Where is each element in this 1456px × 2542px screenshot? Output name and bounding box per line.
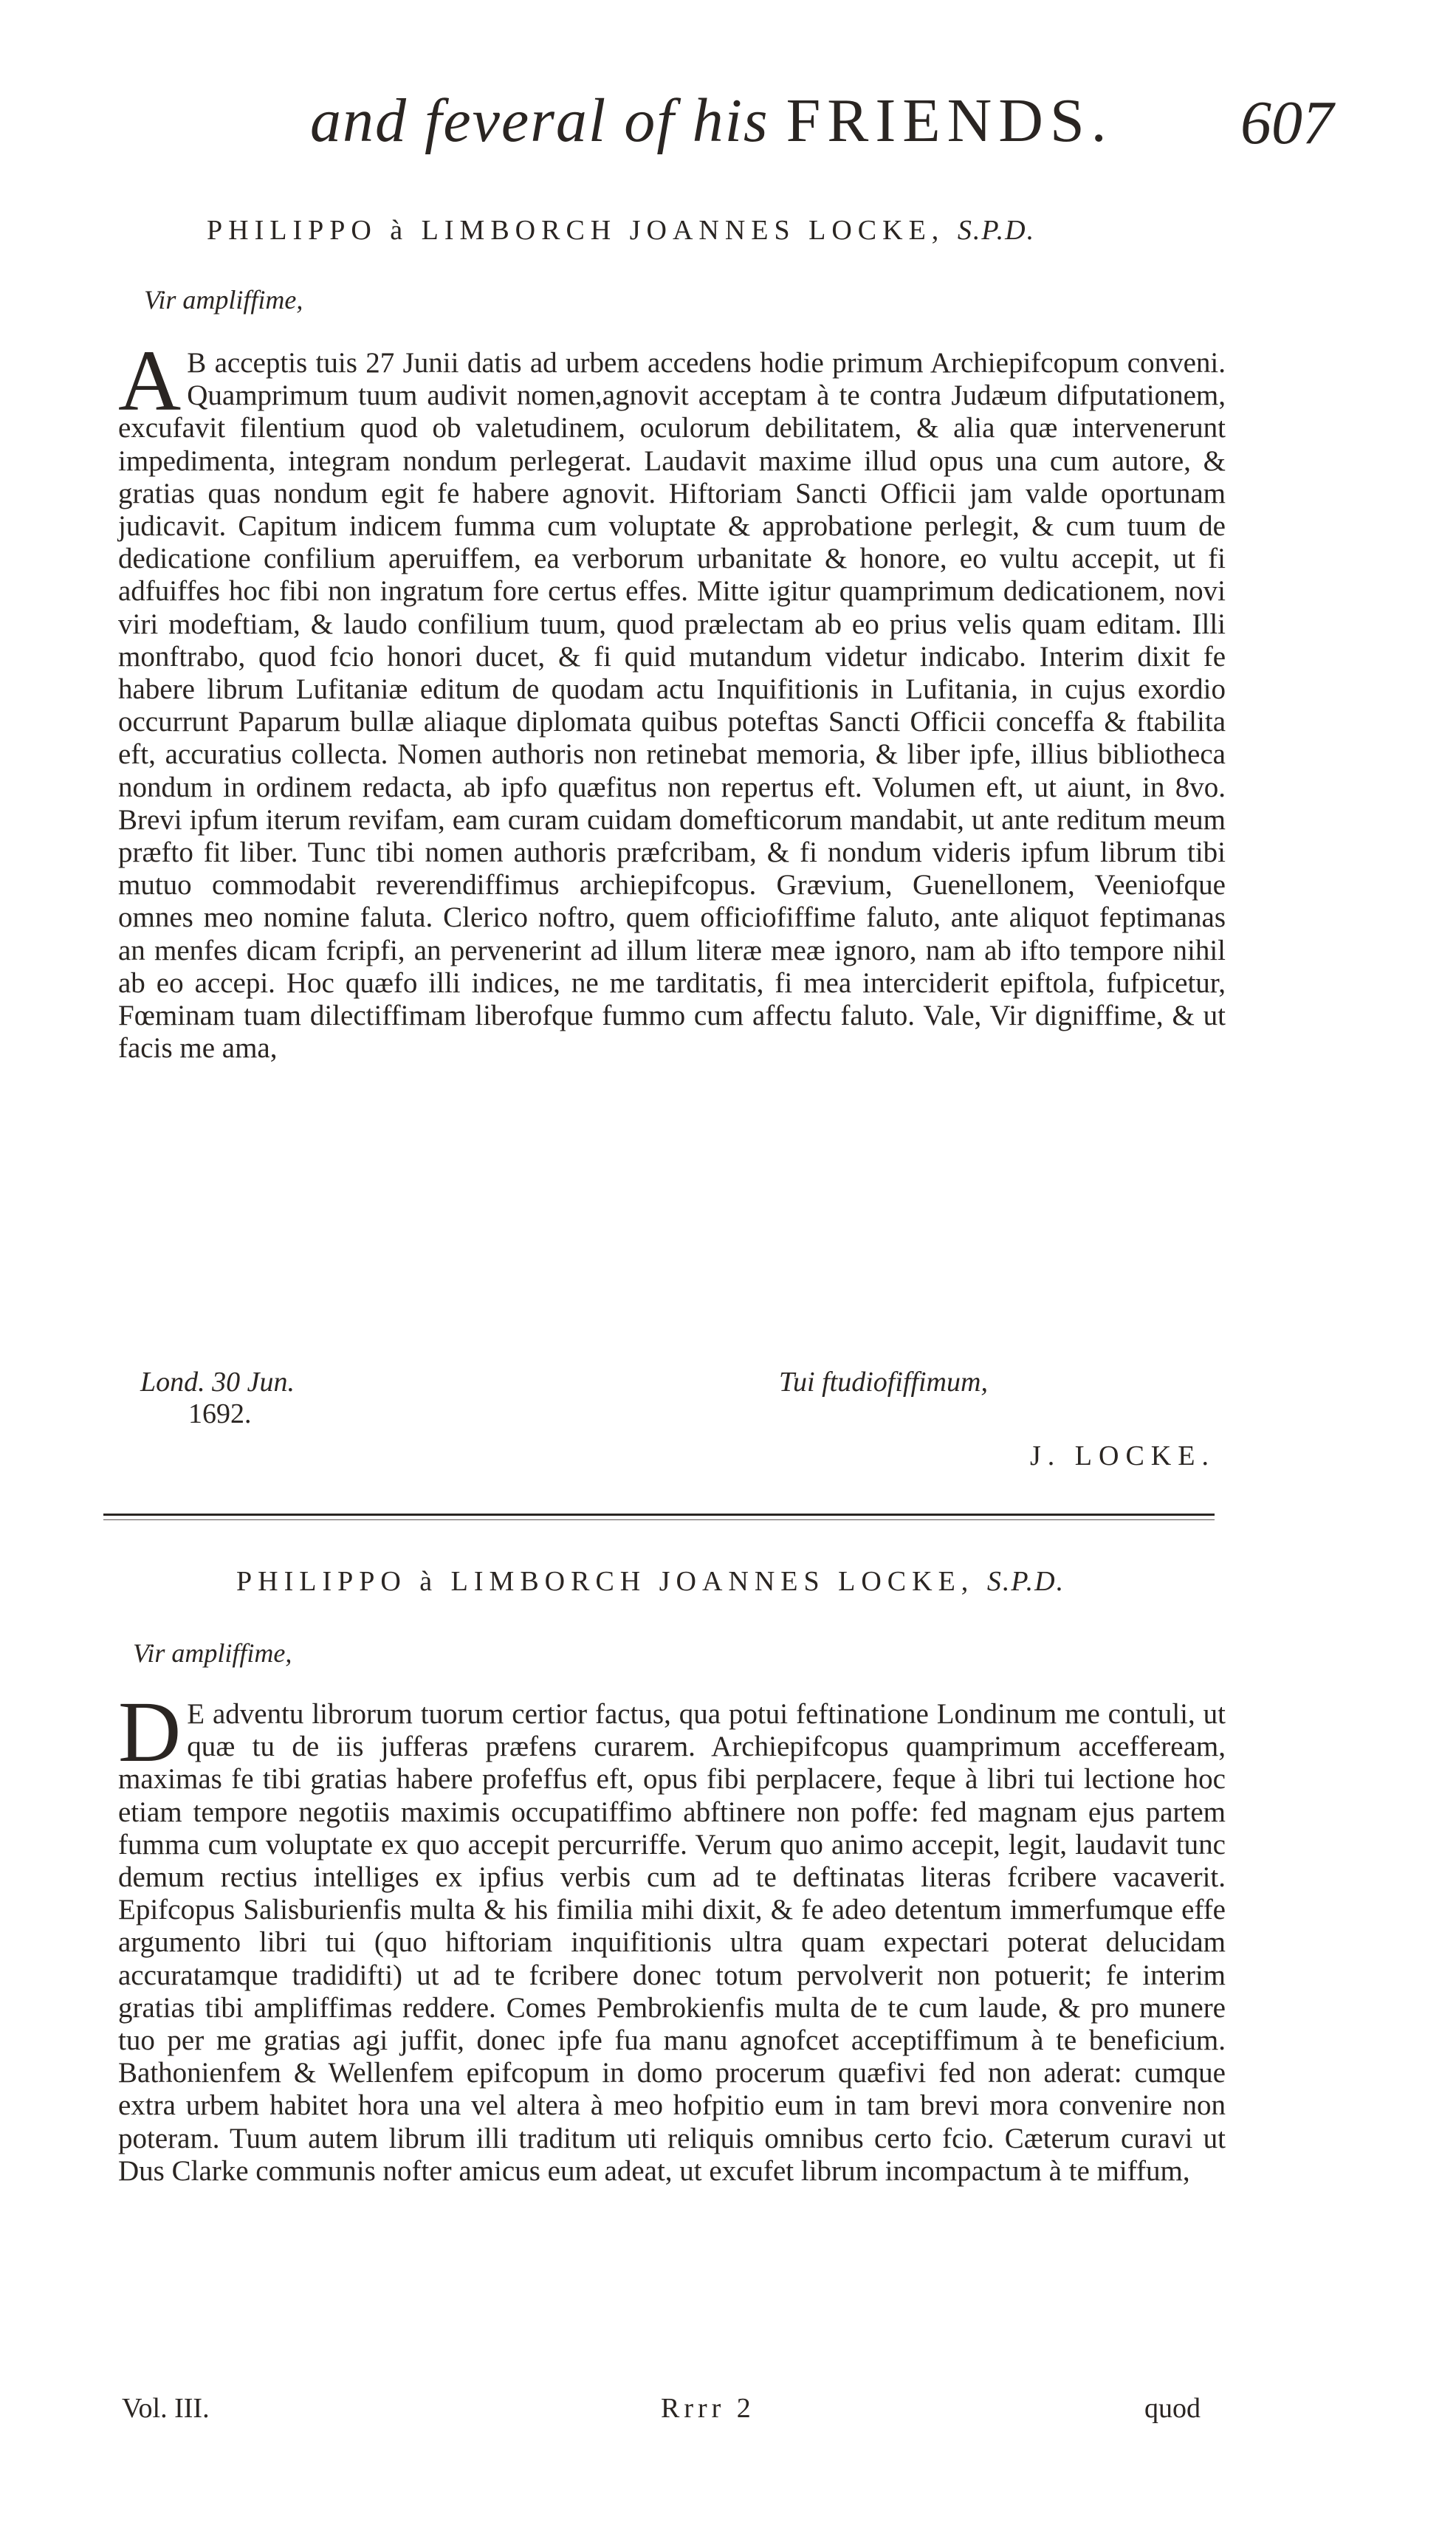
letter-1-heading: [207, 214, 1035, 247]
letter-2-body-text: E adventu librorum tuorum certior factus, qua potui feftinatione Londinum me contuli, ut quæ tu de iis jufferas præfens curarem. Archiepifcopus quamprimum acceffeream, maximas fe tibi gratias habere profeffus eft, opus fibi perplacere, feque à libri tui lectione hoc etiam tempore negotiis maximis occupatiffimo abftinere non poffe: fed magnam ejus partem fumma cum voluptate ex quo accepit percurriffe. Verum quo animo accepit, legit, laudavit tunc demum rectius intelliges ex ipfius verbis cum ad te deftinatas literas fcribere vacaverit. Epifcopus Salisburienfis multa & his fimilia mihi dixit, & fe adeo detentum immerfumque effe argumento libri tui (quo hiftoriam inquifitionis ultra quam expectari poterat delucidam accuratamque tradidifti) ut ad te fcribere donec totum pervolverit non potuerit; fe interim gratias tibi ampliffimas reddere. Comes Pembrokienfis multa de te cum laude, & pro munere tuo per me gratias agi juffit, donec ipfe fua manu agnofcet acceptiffimum à te beneficium. Bathonienfem & Wellenfem epifcopum in domo procerum quæfivi fed non aderat: cumque extra urbem habitet hora una vel altera à meo hofpitio eum in tam brevi mora convenire non poteram. Tuum autem librum illi traditum uti reliquis omnibus certo fcio. Cæterum curavi ut Dus Clarke communis nofter amicus eum adeat, ut excufet librum incompactum à te miffum,: [118, 1698, 1226, 2187]
letter-1-heading-spd: S.P.D.: [957, 215, 1036, 246]
letter-1-signature: J. LOCKE.: [1030, 1440, 1215, 1471]
letter-1-body-text: B acceptis tuis 27 Junii datis ad urbem accedens hodie primum Archiepifcopum conveni. Quamprimum tuum audivit nomen,agnovit acceptam à te contra Judæum difputationem, excufavit filentium quod ob valetudinem, oculorum debilitatem, & alia quæ intervenerunt impedimenta, integram nondum perlegerat. Laudavit maxime illud opus una cum autore, & gratias quas nondum egit fe habere agnovit. Hiftoriam Sancti Officii jam valde oportunam judicavit. Capitum indicem fumma cum voluptate & approbatione perlegit, & cum tuum de dedicatione confilium aperuiffem, ea verborum urbanitate & honore, eo vultu accepit, ut fi adfuiffes hoc fibi non ingratum fore certus effes. Mitte igitur quamprimum dedicationem, novi viri modeftiam, & laudo confilium tuum, quod prælectam ab eo prius velis quam editam. Illi monftrabo, quod fcio honori ducet, & fi quid mutandum videtur indicabo. Interim dixit fe habere librum Lufitaniæ editum de quodam actu Inquifitionis in Lufitania, in cujus exordio occurrunt Paparum bullæ aliaque diplomata quibus poteftas Sancti Officii conceffa & ftabilita eft, accuratius collecta. Nomen authoris non retinebat memoria, & liber ipfe, illius bibliotheca nondum in ordinem redacta, ab ipfo quæfitus non repertus eft. Volumen eft, ut aiunt, in 8vo. Brevi ipfum iterum revifam, eam curam cuidam domefticorum mandabit, ut ante reditum meum præfto fit liber. Tunc tibi nomen authoris præfcribam, & fi nondum videris ipfum librum tibi mutuo commodabit reverendiffimus archiepifcopus. Grævium, Guenellonem, Veeniofque omnes meo nomine faluta. Clerico noftro, quem officiofiffime faluto, ante aliquot feptimanas an menfes dicam fcripfi, an pervenerint ad illum literæ meæ ignoro, nam ab ifto tempore nihil ab eo accepi. Hoc quæfo illi indices, ne me tarditatis, fi mea interciderit epiftola, fufpicetur, Fœminam tuam dilectiffimam liberofque fummo cum affectu faluto. Vale, Vir digniffime, & ut facis me ama,: [118, 347, 1226, 1065]
section-divider-thin: [103, 1519, 1215, 1520]
running-head-feveral: feveral: [425, 86, 608, 155]
section-divider: [103, 1514, 1215, 1516]
letter-1-place-date: Lond. 30 Jun.: [140, 1367, 295, 1398]
page-number: 607: [1240, 89, 1333, 157]
letter-2-body: [118, 1683, 1226, 2188]
letter-1-salutation: Vir ampliffime,: [144, 285, 303, 315]
letter-2-salutation: Vir ampliffime,: [133, 1638, 292, 1668]
letter-2-heading-names: PHILIPPO à LIMBORCH JOANNES LOCKE,: [236, 1566, 975, 1597]
running-head-friends: FRIENDS.: [786, 86, 1113, 155]
running-head-and: and: [310, 86, 408, 155]
letter-1-dropcap: A: [118, 332, 182, 429]
footer-catchword: quod: [1144, 2393, 1201, 2424]
footer-volume: Vol. III.: [122, 2393, 210, 2424]
footer-signature-mark: Rrrr 2: [661, 2393, 755, 2424]
letter-2-heading: [236, 1565, 1065, 1598]
letter-2-dropcap: D: [118, 1683, 182, 1780]
running-head-of: of: [624, 86, 676, 155]
running-head: [310, 85, 1113, 157]
letter-1-body: [118, 332, 1226, 1065]
letter-1-closing: Tui ftudiofiffimum,: [779, 1367, 988, 1398]
letter-2-heading-spd: S.P.D.: [986, 1566, 1065, 1597]
letter-1-heading-names: PHILIPPO à LIMBORCH JOANNES LOCKE,: [207, 215, 945, 246]
letter-1-year: 1692.: [188, 1398, 252, 1429]
running-head-his: his: [692, 86, 769, 155]
